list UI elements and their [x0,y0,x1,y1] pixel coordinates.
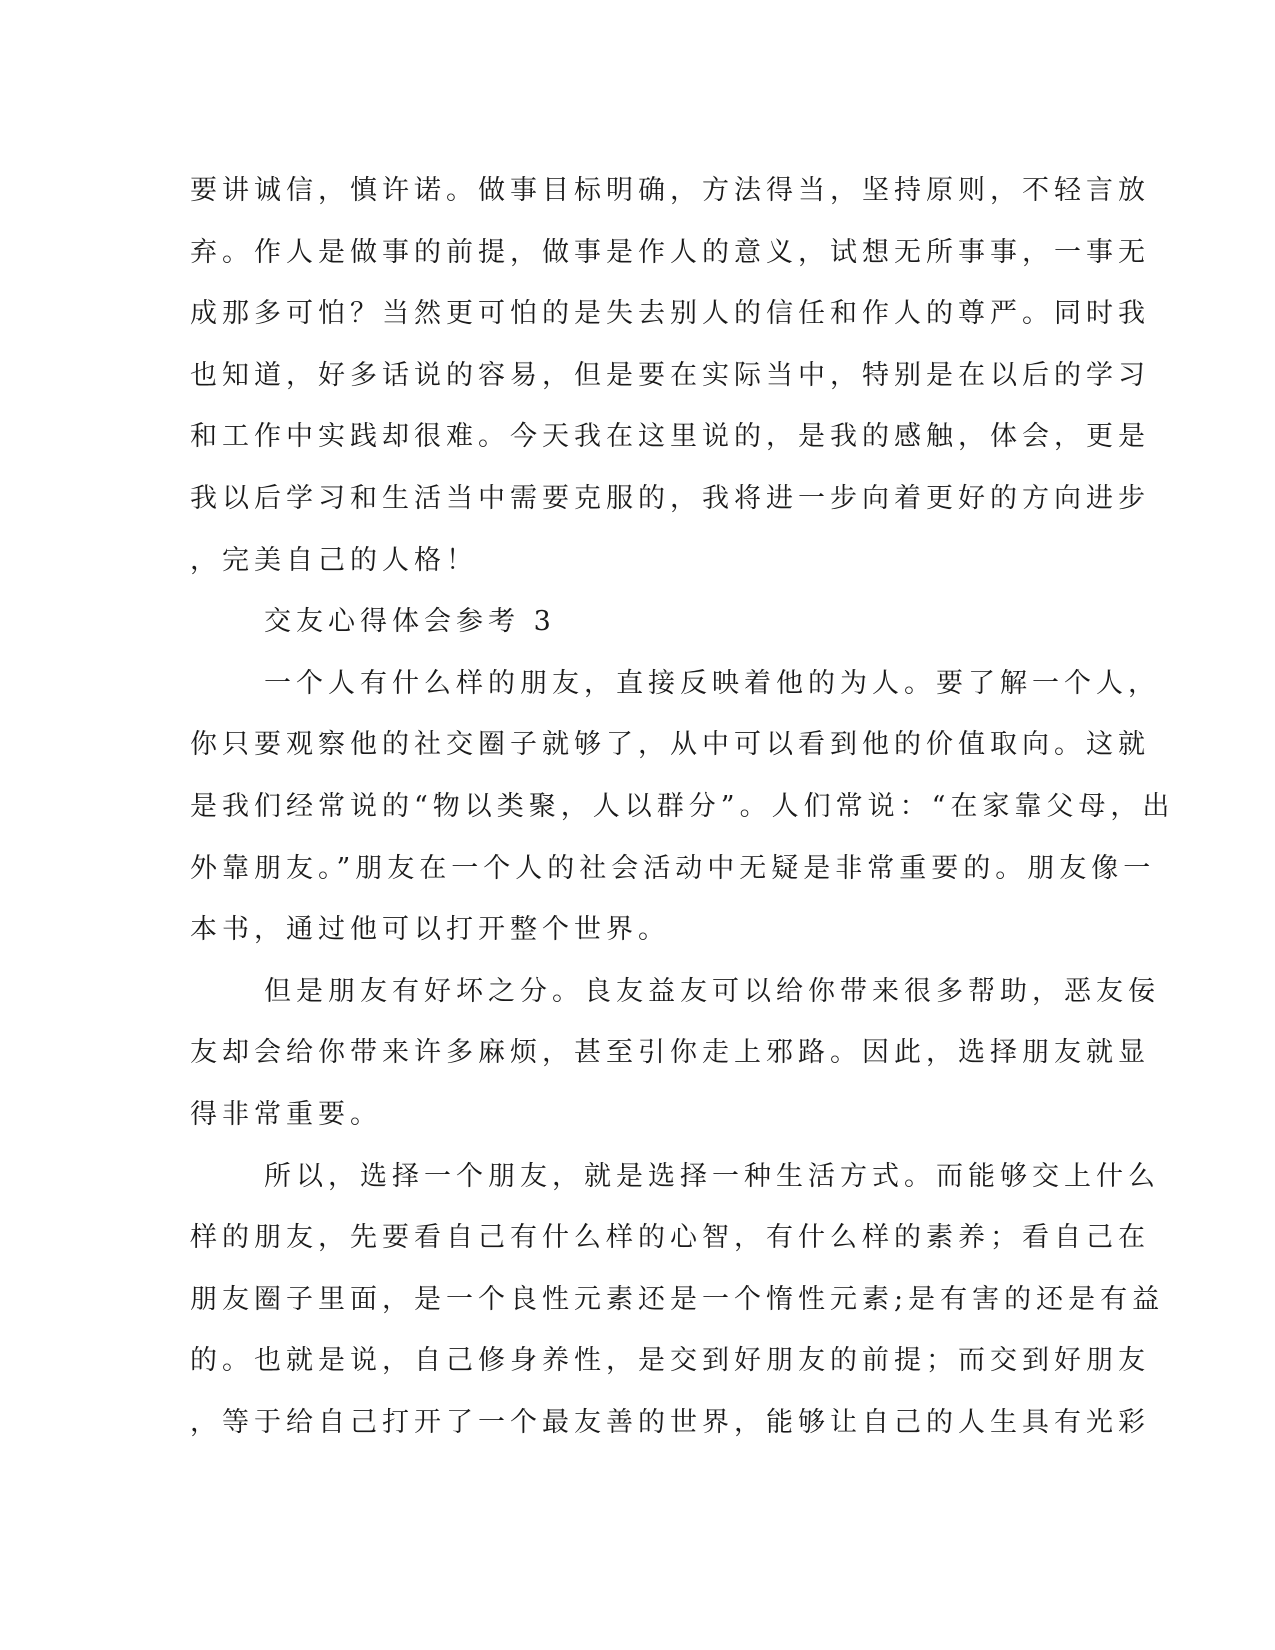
text-line: ，完美自己的人格！ [190,544,478,576]
text-line: 也知道，好多话说的容易，但是要在实际当中，特别是在以后的学习 [190,359,1150,391]
document-body [190,160,1175,1453]
text-line: 和工作中实践却很难。今天我在这里说的，是我的感触，体会，更是 [190,421,1150,453]
paragraph-3-line: 朋友圈子里面，是一个良性元素还是一个惰性元素;是有害的还是有益 [190,1283,1165,1315]
text-line: 要讲诚信，慎许诺。做事目标明确，方法得当，坚持原则，不轻言放 [190,175,1150,206]
paragraph-3-line: 的。也就是说，自己修身养性，是交到好朋友的前提；而交到好朋友 [190,1345,1150,1377]
section-heading: 交友心得体会参考 3 [264,606,556,638]
paragraph-2-line: 得非常重要。 [190,1098,382,1130]
paragraph-3-line: 样的朋友，先要看自己有什么样的心智，有什么样的素养；看自己在 [190,1222,1150,1254]
paragraph-1-line: 外靠朋友。”朋友在一个人的社会活动中无疑是非常重要的。朋友像一 [190,852,1156,884]
paragraph-1-line: 一个人有什么样的朋友，直接反映着他的为人。要了解一个人， [264,667,1160,699]
paragraph-3-line: ，等于给自己打开了一个最友善的世界，能够让自己的人生具有光彩 [190,1406,1150,1438]
text-line: 成那多可怕？当然更可怕的是失去别人的信任和作人的尊严。同时我 [190,298,1150,330]
paragraph-1-line: 本书，通过他可以打开整个世界。 [190,914,670,946]
paragraph-2-line: 但是朋友有好坏之分。良友益友可以给你带来很多帮助，恶友佞 [264,975,1160,1007]
text-line: 我以后学习和生活当中需要克服的，我将进一步向着更好的方向进步 [190,482,1150,514]
paragraph-1-line: 是我们经常说的“物以类聚，人以群分”。人们常说：“在家靠父母，出 [190,790,1175,822]
paragraph-1-line: 你只要观察他的社交圈子就够了，从中可以看到他的价值取向。这就 [190,729,1150,761]
text-line: 弃。作人是做事的前提，做事是作人的意义，试想无所事事，一事无 [190,236,1150,268]
paragraph-2-line: 友却会给你带来许多麻烦，甚至引你走上邪路。因此，选择朋友就显 [190,1037,1150,1069]
paragraph-3-line: 所以，选择一个朋友，就是选择一种生活方式。而能够交上什么 [264,1160,1160,1192]
